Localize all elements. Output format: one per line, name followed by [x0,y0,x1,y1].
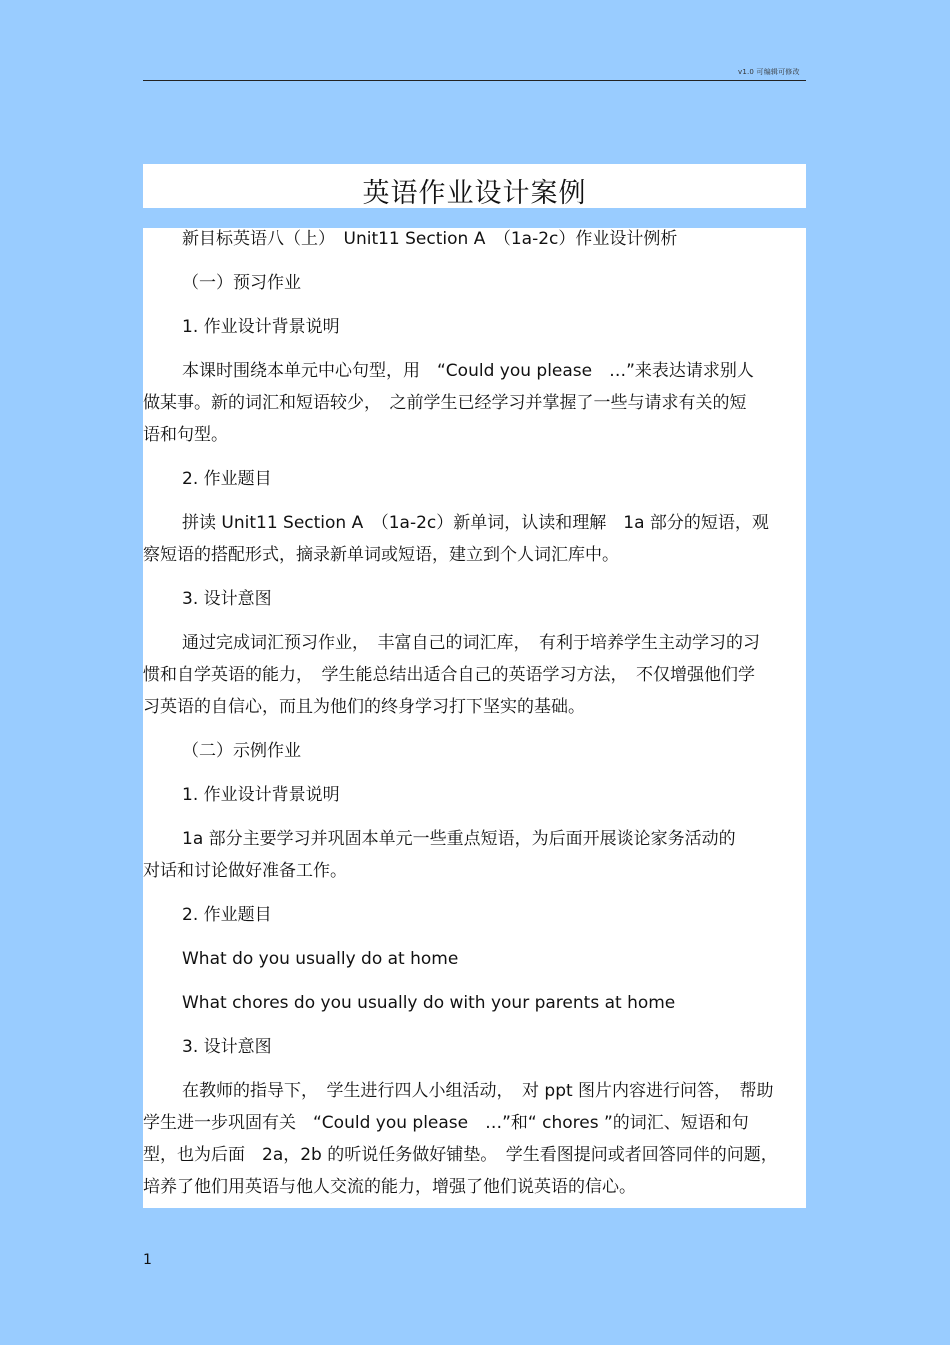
paragraph-line: 习英语的自信心，而且为他们的终身学习打下坚实的基础。 [143,697,585,717]
page-number: 1 [143,1252,152,1268]
subheading: 1. 作业设计背景说明 [182,317,340,337]
section-heading: （二）示例作业 [182,741,301,761]
paragraph-line: 通过完成词汇预习作业， 丰富自己的词汇库， 有利于培养学生主动学习的习 [182,633,760,653]
paragraph-line: 拼读 Unit11 Section A （1a-2c）新单词，认读和理解 1a 部分的短语，观 [182,513,769,533]
paragraph-line: 对话和讨论做好准备工作。 [143,861,347,881]
section-heading: （一）预习作业 [182,273,301,293]
subheading: 1. 作业设计背景说明 [182,785,340,805]
paragraph-line: 学生进一步巩固有关 “Could you please …”和“ chores ”的词汇、短语和句 [143,1113,749,1133]
paragraph-line: 本课时围绕本单元中心句型，用 “Could you please …”来表达请求别人 [182,361,754,381]
question-line: What chores do you usually do with your parents at home [182,993,676,1013]
question-line: What do you usually do at home [182,949,459,969]
subheading: 2. 作业题目 [182,905,272,925]
paragraph-line: 1a 部分主要学习并巩固本单元一些重点短语，为后面开展谈论家务活动的 [182,829,736,849]
title-box [143,164,806,208]
paragraph-line: 察短语的搭配形式，摘录新单词或短语，建立到个人词汇库中。 [143,545,619,565]
paragraph-line: 在教师的指导下， 学生进行四人小组活动， 对 ppt 图片内容进行问答， 帮助 [182,1081,774,1101]
document-title: 英语作业设计案例 [362,178,587,209]
paragraph-line: 惯和自学英语的能力， 学生能总结出适合自己的英语学习方法， 不仅增强他们学 [143,665,755,685]
header-rule [143,80,806,81]
subheading: 2. 作业题目 [182,469,272,489]
paragraph-line: 培养了他们用英语与他人交流的能力，增强了他们说英语的信心。 [143,1177,636,1197]
subtitle-line: 新目标英语八（上） Unit11 Section A （1a-2c）作业设计例析 [182,229,678,249]
header-version-note: v1.0 可编辑可修改 [738,68,800,76]
paragraph-line: 做某事。新的词汇和短语较少， 之前学生已经学习并掌握了一些与请求有关的短 [143,393,747,413]
paragraph-line: 语和句型。 [143,425,228,445]
subheading: 3. 设计意图 [182,589,272,609]
paragraph-line: 型，也为后面 2a，2b 的听说任务做好铺垫。 学生看图提问或者回答同伴的问题， [143,1145,778,1165]
document-body [143,228,806,1208]
subheading: 3. 设计意图 [182,1037,272,1057]
